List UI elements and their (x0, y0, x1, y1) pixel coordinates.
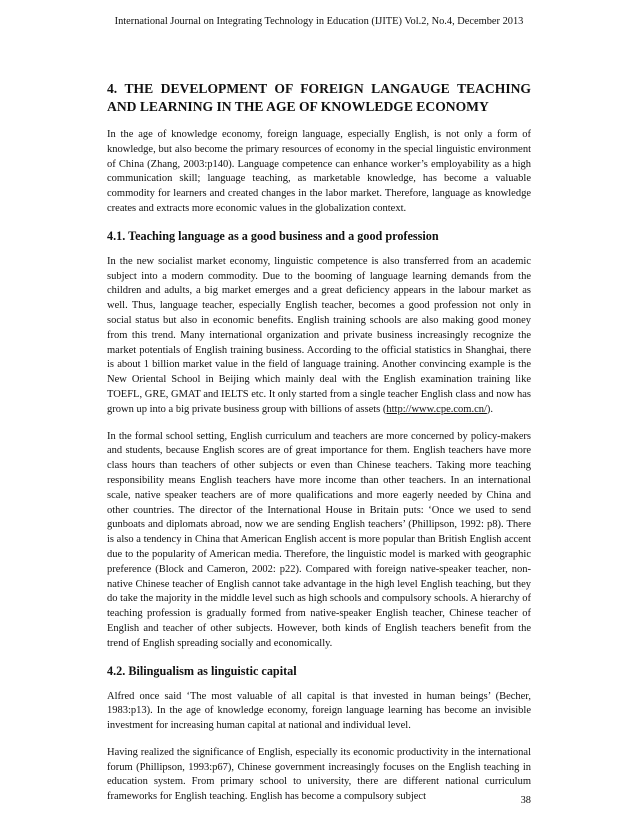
section-4-1-heading: 4.1. Teaching language as a good business and a good profession (107, 228, 439, 243)
page-number: 38 (520, 795, 531, 806)
section-4-2-paragraph-2: Having realized the significance of English, especially its economic productivity in the international forum (Phillipson, 1993:p67), Chinese government increasingly focuses on the English teaching in education system. From primary school to university, there are different national curriculum frameworks for English teaching. English has become a compulsory subject (107, 746, 531, 803)
cpe-website-link[interactable]: http://www.cpe.com.cn/ (386, 403, 487, 415)
section-4-1-paragraph-1 (107, 255, 531, 418)
paragraph-end: ). (486, 403, 494, 415)
section-4-2-paragraph-1: Alfred once said ‘The most valuable of all capital is that invested in human beings’ (Becher, 1983:p13). In the age of knowledge economy, foreign language learning has become an invisible investment for increasing human capital at national and individual level. (107, 690, 531, 732)
page-body (107, 80, 531, 817)
section-4-1-paragraph-2: In the formal school setting, English curriculum and teachers are more concerned by policy-makers and students, because English scores are of great importance for them. English teachers have more class hours than teachers of other subjects or even than Chinese teachers. Taking more teaching responsibility means English teachers have more income than other teachers. In an international scale, native speaker teachers are of more qualifications and more eagerly needed by China and other countries. The director of the International House in Britain puts: ‘Once we used to send gunboats and diplomats abroad, now we are sending English teachers’ (Phillipson, 1992: p8). There is also a tendency in China that American English accent is more popular than British English accent due to the popularity of American media. Therefore, the linguistic model is marked with geographic preference (Block and Cameron, 2002: p22). Compared with foreign native-speaker teacher, non-native Chinese teacher of English cannot take advantage in the high level English teaching, but they do take the majority in the middle level such as high schools and compulsory schools. A hierarchy of teaching profession is gradually formed from native-speaker English teacher, Chinese teacher of English and teacher of other subjects. However, both kinds of English teachers benefit from the trend of English spreading socially and economically. (107, 430, 531, 649)
section-4-heading: 4. THE DEVELOPMENT OF FOREIGN LANGAUGE TEACHING AND LEARNING IN THE AGE OF KNOWLEDGE ECONOMY (107, 81, 531, 114)
section-4-paragraph: In the age of knowledge economy, foreign language, especially English, is not only a form of knowledge, but also become the primary resources of economy in the special linguistic environment of China (Zhang, 2003:p140). Language competence can enhance worker’s employability as a high communication skill; language teaching, as marketable knowledge, has become a valuable commodity for learners and created changes in the labor market. Therefore, language as knowledge creates and extracts more economic values in the globalization context. (107, 129, 531, 214)
section-4-2-heading: 4.2. Bilingualism as linguistic capital (107, 663, 297, 678)
running-header: International Journal on Integrating Technology in Education (IJITE) Vol.2, No.4, December 2013 (114, 16, 524, 27)
paragraph-text: In the new socialist market economy, linguistic competence is also transferred from an academic subject into a modern commodity. Due to the booming of language learning demands from the children and adults, a big market emerges and a great deficiency appears in the labour market as well. Thus, language teacher, especially English teacher, becomes a good profession not only in social status but also in economic benefits. English training schools are also making good money from this trend. Many international organization and private business increasingly recognize the market potentials of English training business. According to the official statistics in Shanghai, there is about 1 billion market value in the field of language training. Another convincing example is the New Oriental School in Beijing which mainly deal with the English examination training like TOEFL, GRE, GMAT and IELTS etc. It only started from a single teacher English class and now has grown up into a big private business group with billions of assets ( (107, 255, 531, 415)
